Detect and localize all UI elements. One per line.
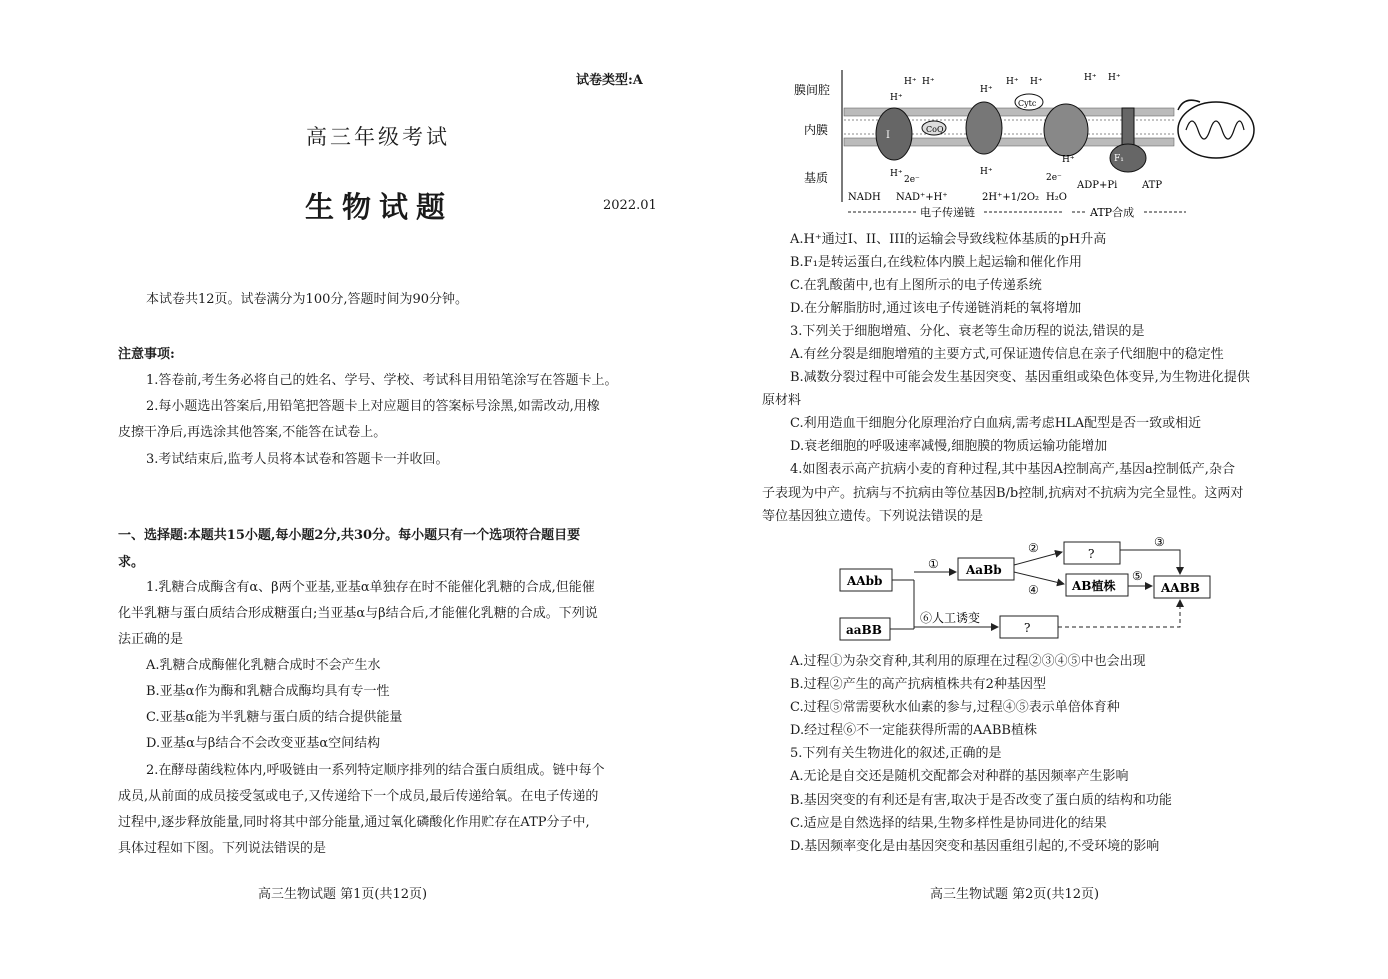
q4-stem: 4.如图表示高产抗病小麦的育种过程,其中基因A控制高产,基因a控制低产,杂合 [790,462,1235,477]
q2-option: C.在乳酸菌中,也有上图所示的电子传递系统 [790,278,1042,293]
mitochondrion-icon [1178,100,1254,158]
f1-label: F₁ [1114,154,1124,164]
nad-label: NAD⁺+H⁺ [896,192,948,203]
right-page [694,0,1388,979]
notice-line: 2.每小题选出答案后,用铅笔把答题卡上对应题目的答案标号涂黑,如需改动,用橡 [146,399,600,414]
q1-stem: 1.乳糖合成酶含有α、β两个亚基,亚基α单独存在时不能催化乳糖的合成,但能催 [146,580,595,595]
q4-option: C.过程⑤常需要秋水仙素的参与,过程④⑤表示单倍体育种 [790,700,1120,715]
q4-option: B.过程②产生的高产抗病植株共有2种基因型 [790,677,1046,692]
page-footer: 高三生物试题 第1页(共12页) [258,887,428,902]
section-heading: 一、选择题:本题共15小题,每小题2分,共30分。每小题只有一个选项符合题目要 [118,528,581,543]
intro-text: 本试卷共12页。试卷满分为100分,答题时间为90分钟。 [146,292,469,307]
q1-option: C.亚基α能为半乳糖与蛋白质的结合提供能量 [146,710,403,725]
q3-option: A.有丝分裂是细胞增殖的主要方式,可保证遗传信息在亲子代细胞中的稳定性 [790,347,1224,362]
etc-diagram [794,62,1274,222]
etc-label: 电子传递链 [920,206,975,219]
h-ion: H⁺ [1006,77,1019,87]
q2-stem: 2.在酵母菌线粒体内,呼吸链由一系列特定顺序排列的结合蛋白质组成。链中每个 [146,763,605,778]
h-ion: H⁺ [1030,77,1043,87]
cytc-label: Cytc [1018,99,1037,108]
box-label: aaBB [846,623,882,637]
step-label: ② [1028,541,1039,555]
h-ion: H⁺ [890,169,903,179]
h-ion: H⁺ [904,77,917,87]
q1-option: A.乳糖合成酶催化乳糖合成时不会产生水 [146,658,381,673]
step-label: ③ [1154,535,1165,549]
box-label: AABB [1161,581,1200,595]
q5-option: C.适应是自然选择的结果,生物多样性是协同进化的结果 [790,816,1107,831]
electron-label: 2e⁻ [1046,173,1062,183]
coq-label: CoQ [926,125,944,134]
q1-stem: 法正确的是 [118,632,184,647]
h-ion: H⁺ [1108,73,1121,83]
atp-label: ATP [1142,180,1163,191]
q3-stem: 3.下列关于细胞增殖、分化、衰老等生命历程的说法,错误的是 [790,324,1145,339]
arrow-step4 [1014,572,1064,584]
notice-line: 皮擦干净后,再选涂其他答案,不能答在试卷上。 [118,425,387,440]
q4-option: D.经过程⑥不一定能获得所需的AABB植株 [790,723,1037,738]
step-label: ④ [1028,583,1039,597]
exam-title: 高三年级考试 [306,125,450,149]
q1-stem: 化半乳糖与蛋白质结合形成糖蛋白;当亚基α与β结合后,才能催化乳糖的合成。下列说 [118,606,598,621]
nadh-label: NADH [848,192,881,203]
complex-three [966,102,1002,154]
box-label: ? [1088,547,1095,561]
box-label: AaBb [966,563,1002,577]
page-footer: 高三生物试题 第2页(共12页) [930,887,1100,902]
water-label: H₂O [1046,192,1067,203]
q2-stem: 过程中,逐步释放能量,同时将其中部分能量,通过氧化磷酸化作用贮存在ATP分子中, [118,815,590,830]
atp-synthesis-label: ATP合成 [1090,206,1135,219]
h-ion: H⁺ [1084,73,1097,83]
electron-label: 2e⁻ [904,175,920,185]
q4-stem: 等位基因独立遗传。下列说法错误的是 [762,509,984,524]
q3-option: 原材料 [762,393,802,408]
q2-option: D.在分解脂肪时,通过该电子传递链消耗的氧将增加 [790,301,1082,316]
q3-option: C.利用造血干细胞分化原理治疗白血病,需考虑HLA配型是否一致或相近 [790,416,1202,431]
inner-membrane-label: 内膜 [804,123,829,137]
adp-label: ADP+Pi [1077,180,1118,191]
box-label: AB植株 [1072,579,1116,593]
arrow-dashed [1058,600,1180,627]
notice-title: 注意事项: [118,347,175,362]
q5-option: D.基因频率变化是由基因突变和基因重组引起的,不受环境的影响 [790,839,1160,854]
q2-stem: 成员,从前面的成员接受氢或电子,又传递给下一个成员,最后传递给氧。在电子传递的 [118,789,599,804]
h-ion: H⁺ [922,77,935,87]
complex-four [1044,104,1088,156]
complex-one-label: I [886,130,890,141]
h-ion: H⁺ [980,85,993,95]
water-reaction-label: 2H⁺+1/2O₂ [982,192,1040,203]
q5-option: A.无论是自交还是随机交配都会对种群的基因频率产生影响 [790,769,1129,784]
q3-option: B.减数分裂过程中可能会发生基因突变、基因重组或染色体变异,为生物进化提供 [790,370,1250,385]
q5-stem: 5.下列有关生物进化的叙述,正确的是 [790,746,1002,761]
subject-title: 生物试题 [305,190,454,224]
step-label: ⑤ [1132,569,1143,583]
q2-stem: 具体过程如下图。下列说法错误的是 [118,841,327,856]
matrix-label: 基质 [804,171,829,185]
q3-option: D.衰老细胞的呼吸速率减慢,细胞膜的物质运输功能增加 [790,439,1108,454]
step-label: ① [928,557,939,571]
exam-date: 2022.01 [603,198,657,213]
q5-option: B.基因突变的有利还是有害,取决于是否改变了蛋白质的结构和功能 [790,793,1172,808]
q1-option: B.亚基α作为酶和乳糖合成酶均具有专一性 [146,684,390,699]
q2-option: B.F₁是转运蛋白,在线粒体内膜上起运输和催化作用 [790,255,1083,270]
paper-type: 试卷类型:A [576,73,643,88]
breeding-diagram [834,532,1234,648]
h-ion: H⁺ [890,93,903,103]
arrow-step3 [1120,550,1180,574]
q1-option: D.亚基α与β结合不会改变亚基α空间结构 [146,736,381,751]
step-label: ⑥人工诱变 [920,611,981,625]
complex-one [876,108,912,160]
q2-option: A.H⁺通过I、II、III的运输会导致线粒体基质的pH升高 [790,232,1107,247]
notice-line: 3.考试结束后,监考人员将本试卷和答题卡一并收回。 [146,452,449,467]
box-label: ? [1024,621,1031,635]
h-ion: H⁺ [980,167,993,177]
notice-line: 1.答卷前,考生务必将自己的姓名、学号、学校、考试科目用铅笔涂写在答题卡上。 [146,373,618,388]
q4-option: A.过程①为杂交育种,其利用的原理在过程②③④⑤中也会出现 [790,654,1146,669]
intermembrane-label: 膜间腔 [794,83,831,97]
h-ion: H⁺ [1062,155,1075,165]
section-heading: 求。 [118,555,145,570]
q4-stem: 子表现为中产。抗病与不抗病由等位基因B/b控制,抗病对不抗病为完全显性。这两对 [762,486,1244,501]
box-label: AAbb [847,574,883,588]
